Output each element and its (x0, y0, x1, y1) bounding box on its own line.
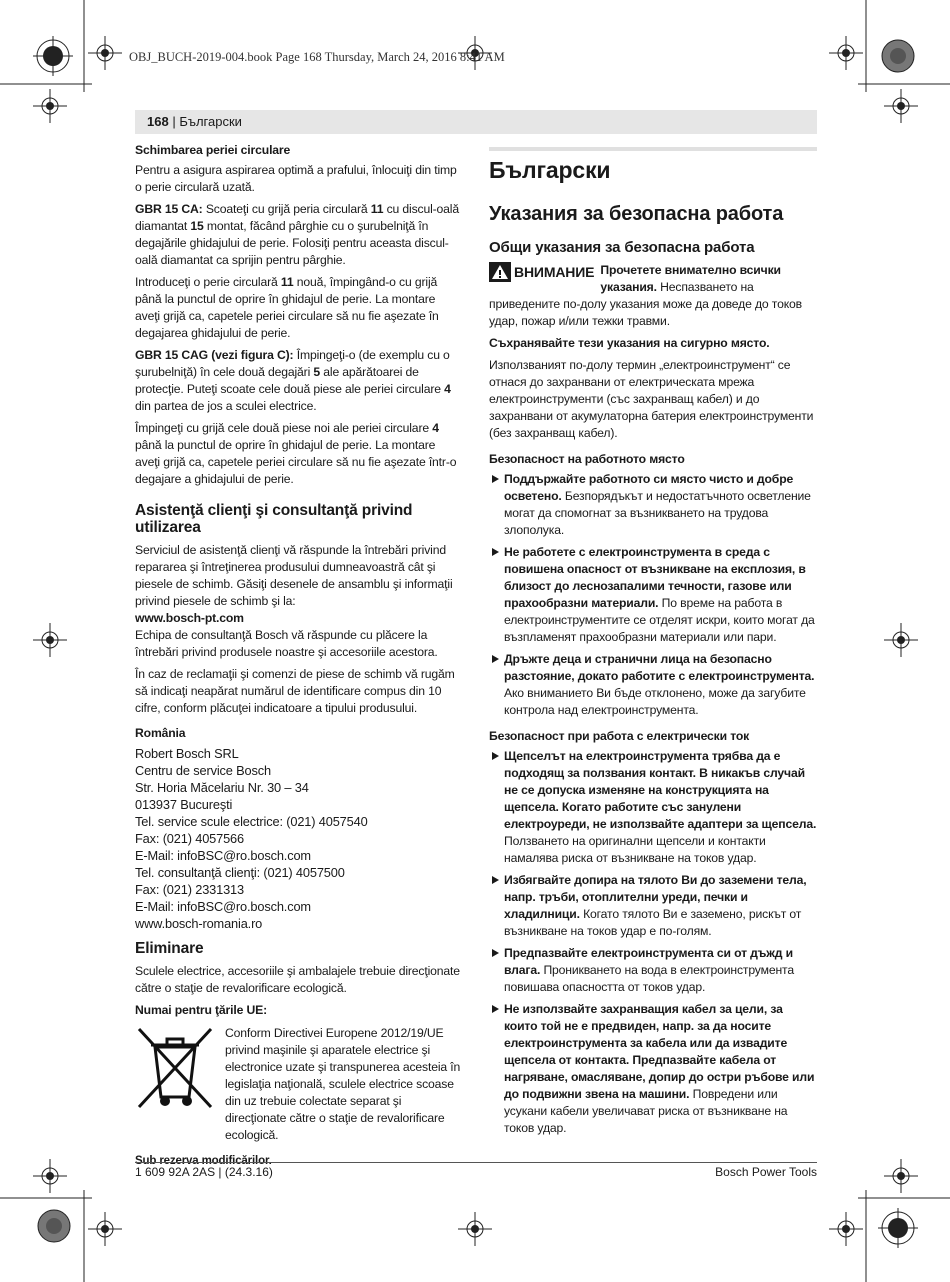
list-item: Не работете с електроинструмента в среда с повишена опасност от възникване на експлозия, в близост до леснозапалими течности, газове или прахообразни материали. По време на работа в електроинструментите се отделят искри, които могат да възпламенят прахообразни материали или пари. (489, 544, 817, 646)
paragraph: GBR 15 CAG (vezi figura C): Împingeţi-o (de exemplu cu o şurubelniţă) în cele două degajări 5 ale apărătoarei de protecţie. Puteţi scoate cele două piese ale periei circulare 4 din partea de jos a sculei electrice. (135, 348, 451, 413)
subheading: Безопасност на работното място (489, 452, 685, 466)
crossed-out-bin-icon (135, 1025, 215, 1111)
registration-mark-icon (33, 89, 67, 123)
address-line: E-Mail: infoBSC@ro.bosch.com (135, 848, 311, 863)
divider (489, 147, 817, 151)
section-heading: Schimbarea periei circulare (135, 143, 291, 157)
page-number: 168 (147, 114, 169, 129)
registration-mark-icon (88, 36, 122, 70)
running-header (135, 110, 817, 134)
registration-mark-icon (88, 1212, 122, 1246)
registration-mark-icon (884, 623, 918, 657)
address-line: E-Mail: infoBSC@ro.bosch.com (135, 899, 311, 914)
address-block (135, 745, 463, 932)
address-line: Tel. consultanţă clienţi: (021) 4057500 (135, 865, 345, 880)
registration-mark-icon (33, 623, 67, 657)
paragraph: Sculele electrice, accesoriile şi ambalajele trebuie direcţionate către o staţie de revalorificare ecologică. (135, 964, 460, 995)
section-heading: Asistenţă clienţi şi consultanţă privind utilizarea (135, 502, 413, 536)
section-heading: Eliminare (135, 940, 204, 957)
reserve-note: Sub rezerva modificărilor. (135, 1155, 272, 1167)
section-heading: Указания за безопасна работа (489, 203, 784, 225)
warning-paragraph: ВНИМАНИЕ Прочетете внимателно всички указания. Неспазването на приведените по-долу указания може да доведе до токов удар, пожар и/или тежки травми. (489, 263, 802, 328)
address-line: 013937 Bucureşti (135, 797, 233, 812)
list-item: Предпазвайте електроинструмента си от дъжд и влага. Проникването на вода в електроинструмента повишава опасността от токов удар. (489, 945, 817, 996)
paragraph: În caz de reclamaţii şi comenzi de piese de schimb vă rugăm să indicaţi neapărat numărul de identificare compus din 10 cifre, conform plăcuţei indicatoare a tipului produsului. (135, 667, 455, 715)
website-link[interactable]: www.bosch-pt.com (135, 611, 244, 625)
subheading: Безопасност при работа с електрически ток (489, 729, 750, 743)
registration-mark-icon (33, 1159, 67, 1193)
header-language: Български (179, 114, 242, 129)
paragraph: Съхранявайте тези указания на сигурно място. (489, 336, 770, 350)
list-item: Не използвайте захранващия кабел за цели, за които той не е предвиден, напр. за да носите електроинструмента за кабела или да извадите щепсела от контакта. Предпазвайте кабела от нагряване, омасляване, допир до остри ръбове или до подвижни звена на машини. Повредени или усукани кабели увеличават риска от възникване на токов удар. (489, 1001, 817, 1137)
warning-badge (489, 262, 594, 282)
list-item: Поддържайте работното си място чисто и добре осветено. Безпорядъкът и недостатъчното осветление могат да спомогнат за възникването на трудова злополука. (489, 471, 817, 539)
country-heading: România (135, 726, 186, 740)
address-line: Fax: (021) 2331313 (135, 882, 244, 897)
footer-brand: Bosch Power Tools (715, 1165, 817, 1179)
address-line: Str. Horia Măcelariu Nr. 30 – 34 (135, 780, 309, 795)
registration-mark-icon (33, 36, 73, 76)
paragraph: Serviciul de asistenţă clienţi vă răspunde la întrebări privind repararea şi întreţinerea produsului dumneavoastră cât şi piesele de schimb. Găsiţi desenele de ansamblu şi informaţii privind piesele de schimb şi la: (135, 543, 453, 608)
paragraph: Pentru a asigura aspirarea optimă a prafului, înlocuiţi din timp o perie circulară uzată. (135, 163, 457, 194)
header-separator: | (168, 114, 180, 129)
address-line: Robert Bosch SRL (135, 746, 239, 761)
paragraph: GBR 15 CA: Scoateţi cu grijă peria circulară 11 cu discul-oală diamantat 15 montat, făcând pârghie cu o şurubelniţă în degajările ghidajului de perie. Folosiţi pentru aceasta discul-oală diamantat ca sprijin pentru pârghie. (135, 202, 459, 267)
paragraph: Conform Directivei Europene 2012/19/UE privind maşinile şi aparatele electrice şi electronice uzate şi transpunerea acesteia în legislaţia naţională, sculele electrice scoase din uz trebuie colectate separat şi direcţionate către o staţie de revalorificare ecologică. (225, 1026, 461, 1142)
list-item: Дръжте деца и странични лица на безопасно разстояние, докато работите с електроинструмента. Ако вниманието Ви бъде отклонено, може да загубите контрола над електроинструмента. (489, 651, 817, 719)
right-column (489, 142, 817, 1142)
page-title: Български (489, 157, 611, 183)
warning-triangle-icon (489, 262, 511, 282)
weee-block (135, 1025, 463, 1149)
registration-mark-icon (829, 1212, 863, 1246)
registration-mark-icon (458, 1212, 492, 1246)
address-line: Tel. service scule electrice: (021) 4057540 (135, 814, 368, 829)
warning-label: ВНИМАНИЕ (514, 263, 595, 280)
subheading: Общи указания за безопасна работа (489, 239, 755, 256)
address-line: Centru de service Bosch (135, 763, 271, 778)
list-item: Щепселът на електроинструмента трябва да е подходящ за ползвания контакт. В никакъв случай не се допуска изменяне на конструкцията на щепсела. Когато работите със занулени електроуреди, не използвайте адаптери за щепсела. Ползването на оригинални щепсели и контакти намалява риска от възникване на токов удар. (489, 748, 817, 867)
registration-mark-icon (880, 38, 916, 74)
registration-mark-icon (829, 36, 863, 70)
address-line: Fax: (021) 4057566 (135, 831, 244, 846)
footer-rule (135, 1162, 817, 1163)
paragraph: Echipa de consultanţă Bosch vă răspunde cu plăcere la întrebări privind produsele noastre şi accesoriile acestora. (135, 628, 438, 659)
paragraph: Împingeţi cu grijă cele două piese noi ale periei circulare 4 până la punctul de oprire în ghidajul de perie. La montare aveţi grijă ca, capetele periei circulare să nu fie aşezate într-o degajare a ghidajului de perie. (135, 421, 457, 486)
registration-mark-icon (884, 1159, 918, 1193)
footer-code: 1 609 92A 2AS | (24.3.16) (135, 1165, 273, 1179)
paragraph: Introduceţi o perie circulară 11 nouă, împingând-o cu grijă până la punctul de oprire în ghidajul de perie. La montare aveţi grijă ca, capetele periei circulare să nu fie aşezate în degajarea ghidajului de perie. (135, 275, 439, 340)
print-slug: OBJ_BUCH-2019-004.book Page 168 Thursday, March 24, 2016 8:41 AM (129, 50, 505, 64)
subheading: Numai pentru ţările UE: (135, 1003, 267, 1017)
paragraph: Използваният по-долу термин „електроинструмент“ се отнася до захранвани от електрическата мрежа електроинструменти (със захранващ кабел) и до захранвани от акумулаторна батерия електроинструменти (без захранващ кабел). (489, 358, 814, 440)
list-item: Избягвайте допира на тялото Ви до заземени тела, напр. тръби, отоплителни уреди, печки и хладилници. Когато тялото Ви е заземено, рискът от възникване на токов удар е по-голям. (489, 872, 817, 940)
left-column (135, 142, 463, 1175)
registration-mark-icon (878, 1208, 918, 1248)
address-line: www.bosch-romania.ro (135, 916, 263, 931)
registration-mark-icon (36, 1208, 72, 1244)
registration-mark-icon (884, 89, 918, 123)
